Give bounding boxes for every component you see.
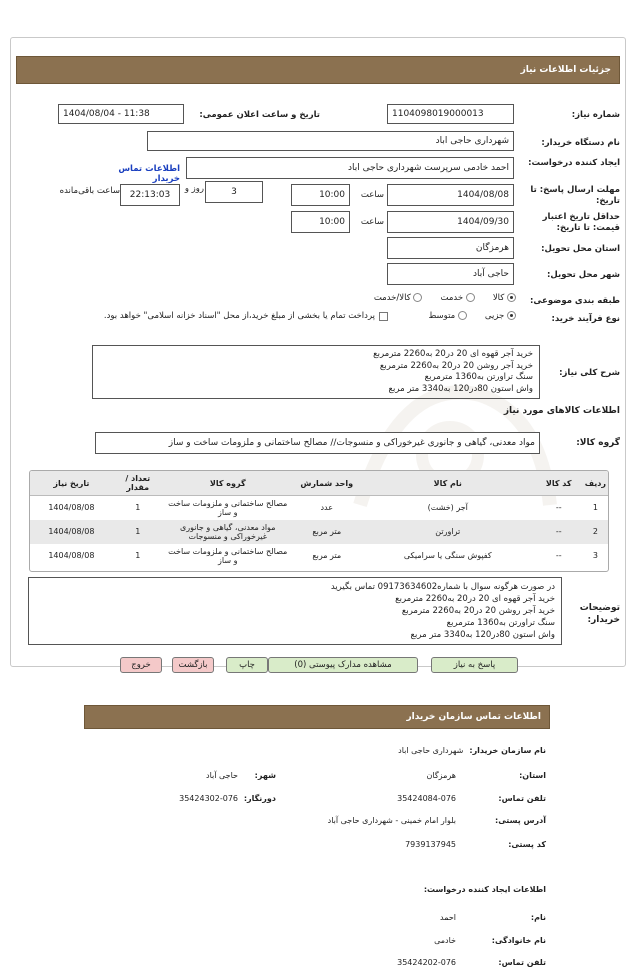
contact-fax-value: 35424302-076 [179,794,238,803]
page-header [16,56,620,84]
cell-unit: عدد [320,503,334,513]
contact-phone-value: 35424084-076 [397,794,456,803]
category-option-service[interactable]: خدمت [440,293,474,303]
creator-family-value: خادمی [434,936,456,945]
remaining-time: 22:13:03 [120,184,180,206]
col-index: ردیف [583,471,608,496]
cell-name: تراورتن [361,520,535,544]
payment-note: پرداخت تمام یا بخشی از مبلغ خرید،از محل "اسناد خزانه اسلامی" خواهد بود. [103,311,375,321]
page-title: جزئیات اطلاعات نیاز [520,65,611,75]
need-number-field: 1104098019000013 [387,104,514,124]
col-unit: واحد شمارش [293,471,361,496]
payment-note-row [50,311,388,321]
cell-qty: 1 [113,520,163,544]
send-deadline-date: 1404/08/08 [387,184,514,206]
goods-group-field: مواد معدنی، گیاهی و جانوری غیرخوراکی و منسوجات// مصالح ساختمانی و ملزومات ساخت و ساز [95,432,540,454]
col-code: کد کالا [535,471,583,496]
days-label: روز و [184,184,204,194]
payment-checkbox[interactable] [379,312,388,321]
process-option-minor[interactable]: جزیی [485,311,516,321]
buyer-notes-label: توضیحات خریدار: [579,603,620,625]
cell-index: 2 [583,520,608,544]
send-deadline-label: مهلت ارسال پاسخ: تا تاریخ: [530,185,620,206]
cell-code: -- [555,551,562,560]
summary-label: شرح کلی نیاز: [559,368,620,378]
contact-fax-label: دورنگار: [243,794,276,803]
province-field: هرمزگان [387,237,514,259]
exit-button[interactable]: خروج [120,657,162,673]
table-row [30,520,608,544]
contact-postal-value: 7939137945 [405,840,456,849]
contact-title: اطلاعات تماس سازمان خریدار [406,712,541,722]
buyer-note-line: در صورت هرگونه سوال با شماره09173634602 تماس بگیرید [330,582,555,592]
contact-header [84,705,550,729]
buyer-note-line: خرید آجر قهوه ای 20 در20 به2260 مترمربع [395,594,555,604]
attachments-button[interactable]: مشاهده مدارک پیوستی (0) [268,657,418,673]
creator-phone-value: 35424202-076 [397,958,456,967]
province-label: استان محل تحویل: [541,244,620,254]
category-option-both[interactable]: کالا/خدمت [374,293,423,303]
cell-index: 1 [592,503,598,513]
goods-section-title: اطلاعات کالاهای مورد نیاز [503,406,620,416]
items-table [30,471,608,568]
print-button[interactable]: چاپ [226,657,268,673]
contact-city-label: شهر: [254,771,276,780]
cell-qty: 1 [135,551,141,560]
items-table-wrap [29,470,609,572]
cell-date: 1404/08/08 [30,520,113,544]
process-option-medium[interactable]: متوسط [428,311,466,321]
city-label: شهر محل تحویل: [547,270,620,280]
buyer-note-line: خرید آجر روشن 20 در20 به2260 مترمربع [401,606,555,616]
send-time-label: ساعت [360,190,384,200]
buyer-notes-box [28,577,562,645]
goods-group-label: گروه کالا: [576,438,620,448]
cell-unit: متر مربع [312,551,342,560]
cell-group: مصالح ساختمانی و ملزومات ساخت و ساز [168,498,288,517]
city-field: حاجی آباد [387,263,514,285]
cell-name: آجر (خشت) [427,503,468,513]
summary-line: سنگ تراورتن به1360 مترمربع [424,372,533,382]
col-group: گروه کالا [163,471,293,496]
summary-line: خرید آجر قهوه ای 20 در20 به2260 مترمربع [373,349,533,359]
cell-date: 1404/08/08 [48,551,95,560]
validity-label: حداقل تاریخ اعتبار قیمت: تا تاریخ: [542,212,620,233]
validity-time-label: ساعت [360,217,384,227]
reply-button[interactable]: پاسخ به نیاز [431,657,518,673]
radio-icon[interactable] [413,293,422,302]
category-options [330,293,516,303]
process-options [398,311,516,321]
creator-phone-label: تلفن تماس: [498,958,546,967]
col-name: نام کالا [361,471,535,496]
cell-date: 1404/08/08 [48,503,95,513]
creator-info-title: اطلاعات ایجاد کننده درخواست: [423,885,546,894]
summary-box [92,345,540,399]
announce-field: 1404/08/04 - 11:38 [58,104,184,124]
creator-field: احمد خادمی سرپرست شهرداری حاجی اباد [186,157,514,179]
table-header-row [30,471,608,496]
validity-time: 10:00 [291,211,350,233]
buyer-org-field: شهرداری حاجی اباد [147,131,514,151]
col-qty: تعداد / مقدار [113,471,163,496]
creator-family-label: نام خانوادگی: [491,936,546,945]
buyer-org-label: نام دستگاه خریدار: [541,138,620,148]
buyer-contact-link[interactable]: اطلاعات تماس خریدار [118,164,180,184]
creator-name-value: احمد [440,913,456,922]
contact-province-value: هرمزگان [426,771,456,780]
contact-address-value: بلوار امام خمینی - شهرداری حاجی آباد [327,816,456,825]
validity-date: 1404/09/30 [387,211,514,233]
announce-label: تاریخ و ساعت اعلان عمومی: [199,110,320,120]
cell-name: کفپوش سنگی یا سرامیکی [403,551,492,560]
cell-code: -- [555,503,562,513]
need-number-label: شماره نیاز: [571,110,620,120]
contact-province-label: استان: [519,771,546,780]
cell-index: 3 [592,551,598,560]
summary-line: خرید آجر روشن 20 در20 به2260 مترمربع [379,360,533,371]
radio-icon[interactable] [458,311,467,320]
cell-group: مصالح ساختمانی و ملزومات ساخت و ساز [168,546,288,565]
remaining-label: ساعت باقی‌مانده [59,186,120,196]
col-date: تاریخ نیاز [30,471,113,496]
process-label: نوع فرآیند خرید: [551,314,620,324]
contact-org-value: شهرداری حاجی اباد [398,746,464,755]
category-option-goods[interactable]: کالا [493,293,516,303]
days-count: 3 [205,181,263,203]
cell-qty: 1 [135,503,141,513]
back-button[interactable]: بازگشت [172,657,214,673]
buyer-note-line: واش استون 80در120 به3340 متر مربع [410,630,555,640]
contact-org-label: نام سازمان خریدار: [469,746,546,755]
creator-label: ایجاد کننده درخواست: [528,158,620,168]
cell-unit: متر مربع [293,520,361,544]
table-row [30,496,608,520]
radio-selected-icon[interactable] [507,293,516,302]
summary-line: واش استون 80در120 به3340 متر مربع [388,383,533,394]
radio-selected-icon[interactable] [507,311,516,320]
category-label: طبقه بندی موضوعی: [530,296,620,306]
creator-name-label: نام: [530,913,546,922]
contact-postal-label: کد پستی: [508,840,546,849]
contact-address-label: آدرس پستی: [495,816,546,825]
table-row [30,544,608,568]
contact-city-value: حاجی آباد [206,771,238,780]
send-deadline-time: 10:00 [291,184,350,206]
radio-icon[interactable] [466,293,475,302]
buyer-note-line: سنگ تراورتن به1360 مترمربع [446,618,555,628]
cell-code: -- [535,520,583,544]
contact-phone-label: تلفن تماس: [498,794,546,803]
contact-org-row [300,746,546,755]
cell-group: مواد معدنی، گیاهی و جانوری غیرخوراکی و منسوجات [163,520,293,544]
